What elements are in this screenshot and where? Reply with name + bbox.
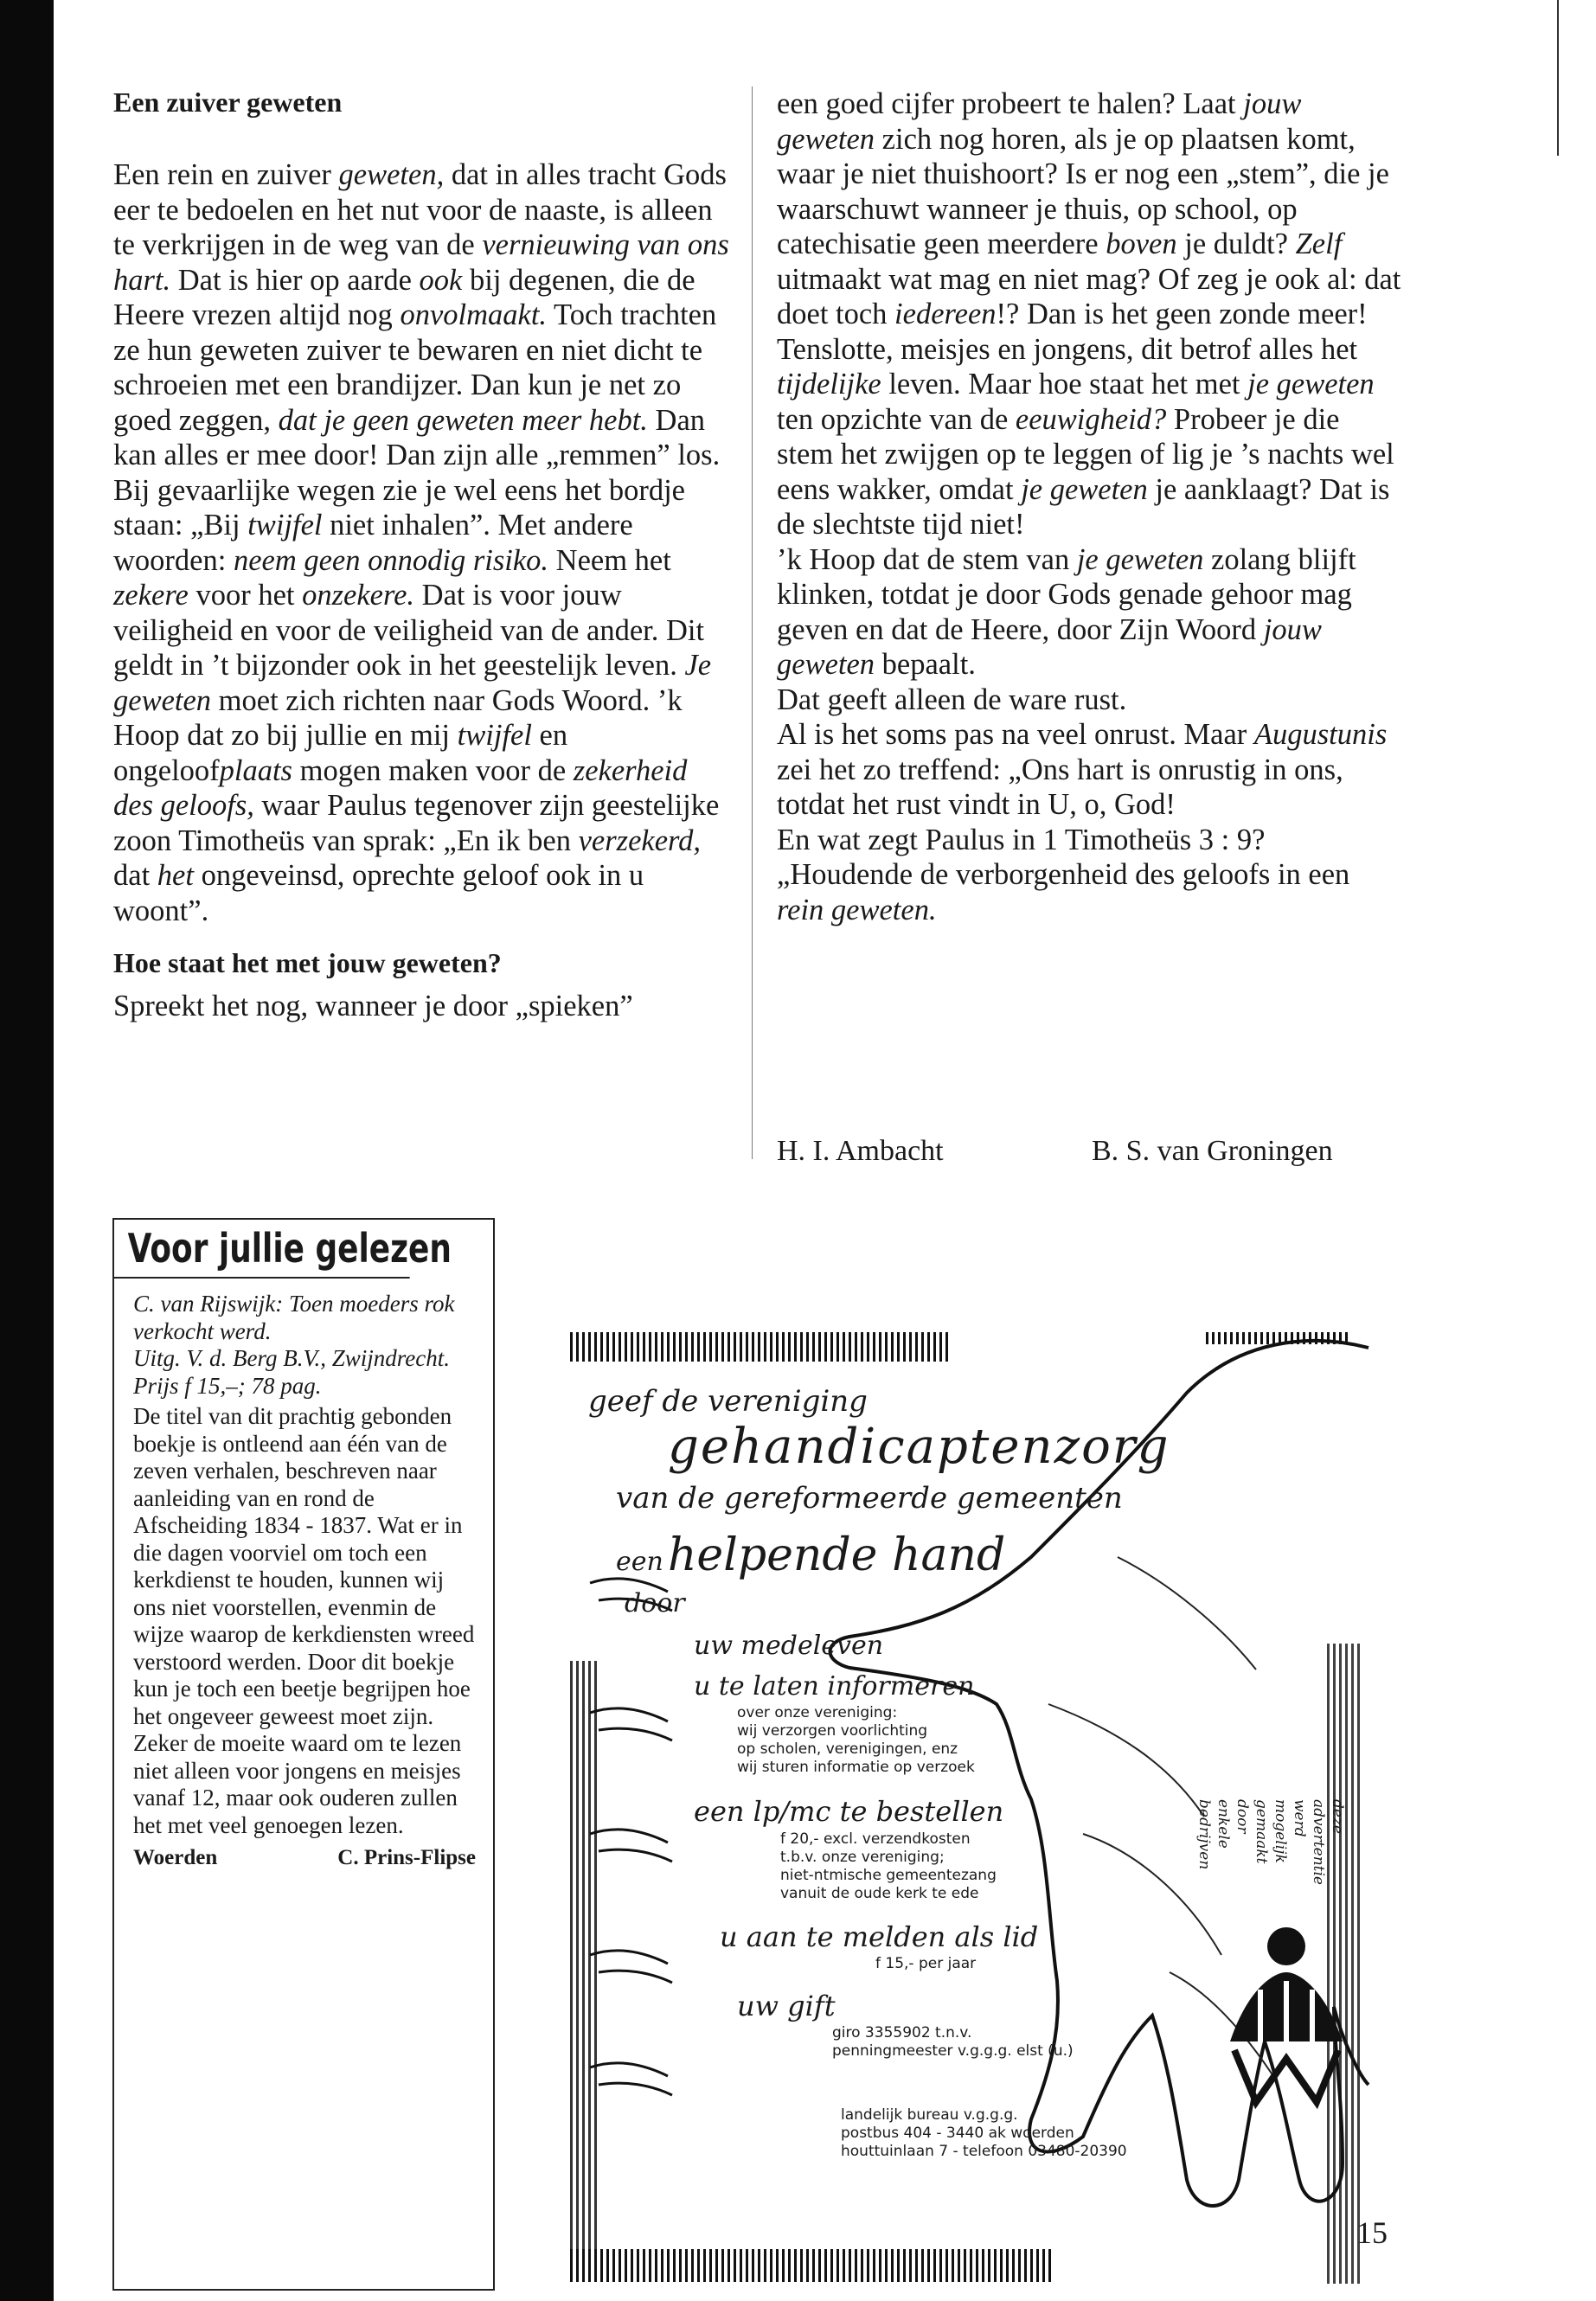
ad-item-3-sub-3: niet-ntmische gemeentezang <box>780 1867 997 1884</box>
ad-line-3: van de gereformeerde gemeenten <box>616 1481 1123 1516</box>
signature-place: H. I. Ambacht <box>777 1135 944 1167</box>
ad-office-2: postbus 404 - 3440 ak woerden <box>841 2125 1074 2142</box>
ad-item-2-sub-1: over onze vereniging: <box>737 1704 898 1721</box>
italic-text: vernieuwing van ons hart. <box>113 228 729 297</box>
italic-text: iedereen <box>894 298 997 330</box>
ad-line-5: door <box>625 1588 685 1618</box>
italic-text: tijdelijke <box>777 368 881 401</box>
article-title: Een zuiver geweten <box>113 87 343 118</box>
italic-text: onzekere. <box>302 579 415 612</box>
italic-text: twijfel <box>457 719 532 752</box>
italic-text: verzekerd, <box>578 824 702 857</box>
article-paragraph: Een rein en zuiver geweten, dat in alles tracht Gods eer te bedoelen en het nut voor de naaste, is alleen te verkrijgen in de weg van de vernieuwing van ons hart. Dat is hier op aarde ook bij degenen, die de Heere vrezen altijd nog onvolmaakt. Toch trachten ze hun geweten zuiver te bewaren en niet dicht te schroeien met een brandijzer. Dan kun je net zo goed zeggen, dat je geen geweten meer hebt. Dan kan alles er mee door! Dan zijn alle „remmen” los. Bij gevaarlijke wegen zie je wel eens het bordje staan: „Bij twijfel niet inhalen”. Met andere woorden: neem geen onnodig risiko. Neem het zekere voor het onzekere. Dat is voor jouw veiligheid en voor de veiligheid van de ander. Dit geldt in ’t bijzonder ook in het geestelijk leven. Je geweten moet zich richten naar Gods Woord. ’k Hoop dat zo bij jullie en mij twijfel en ongeloofplaats mogen maken voor de zekerheid des geloofs, waar Paulus tegenover zijn geestelijke zoon Timotheüs van sprak: „En ik ben verzekerd, dat het ongeveinsd, oprechte geloof ook in u woont”. <box>113 158 729 927</box>
ad-item-3: een lp/mc te bestellen <box>694 1795 1004 1828</box>
italic-text: neem geen onnodig risiko. <box>233 543 549 577</box>
review-signature <box>133 1844 476 1872</box>
italic-text: rein geweten. <box>777 893 937 926</box>
review-bib-price: Prijs f 15,–; 78 pag. <box>133 1372 322 1399</box>
ad-item-3-sub-4: vanuit de oude kerk te ede <box>780 1885 979 1902</box>
book-review-box <box>112 1218 495 2291</box>
article-paragraph: een goed cijfer probeert te halen? Laat jouw geweten zich nog horen, als je op plaatsen komt, waar je niet thuishoort? Is er nog een „stem”, die je waarschuwt wanneer je thuis, op school, op catechisatie geen meerdere boven je duldt? Zelf uitmaakt wat mag en niet mag? Of zeg je ook al: dat doet toch iedereen!? Dan is het geen zonde meer! <box>777 87 1401 330</box>
review-body <box>114 1279 493 1872</box>
italic-text: onvolmaakt. <box>400 298 548 331</box>
ad-item-2: u te laten informeren <box>694 1671 975 1702</box>
page-number: 15 <box>1356 2215 1388 2250</box>
ad-item-5-sub-1: giro 3355902 t.n.v. <box>832 2024 972 2041</box>
italic-text: dat je geen geweten meer hebt. <box>278 403 648 437</box>
ad-item-4: u aan te melden als lid <box>720 1920 1039 1953</box>
italic-text: jouw geweten <box>777 87 1302 156</box>
ad-item-5: uw gift <box>737 1990 836 2022</box>
article-paragraph: Al is het soms pas na veel onrust. Maar Augustunis zei het zo treffend: „Ons hart is onrustig in ons, totdat het rust vindt in U, o, God! <box>777 718 1388 821</box>
italic-text: twijfel <box>247 509 323 542</box>
ad-item-4-sub: f 15,- per jaar <box>875 1955 977 1972</box>
italic-text: boven <box>1106 228 1177 260</box>
italic-text: eeuwigheid? <box>1015 402 1167 436</box>
ad-item-3-sub-1: f 20,- excl. verzendkosten <box>780 1830 971 1848</box>
ad-line-4b: helpende hand <box>667 1529 1006 1581</box>
ad-item-2-sub-2: wij verzorgen voorlichting <box>737 1722 928 1740</box>
ad-office-1: landelijk bureau v.g.g.g. <box>841 2106 1018 2124</box>
italic-text: het <box>157 859 194 892</box>
ad-office-3: houttuinlaan 7 - telefoon 03480-20390 <box>841 2143 1127 2160</box>
ad-line-1: geef de vereniging <box>588 1384 868 1419</box>
ad-item-1: uw medeleven <box>694 1631 884 1661</box>
small-hands <box>590 1579 672 2095</box>
article-paragraph: „Houdende de verborgenheid des geloofs in een rein geweten. <box>777 858 1350 926</box>
page-edge-line <box>1557 0 1559 156</box>
article-paragraph: Tenslotte, meisjes en jongens, dit betrof alles het tijdelijke leven. Maar hoe staat het met je geweten ten opzichte van de eeuwigheid? Probeer je die stem het zwijgen op te leggen of lig je ’s nachts wel eens wakker, omdat je geweten je aanklaagt? Dat is de slechtste tijd niet! <box>777 332 1394 541</box>
ad-line-4a: een <box>616 1547 663 1577</box>
advertisement <box>564 1298 1386 2284</box>
ad-vertical-note: deze advertentie werd mogelijk gemaakt door enkele bedrijven <box>1195 1799 1346 1885</box>
article-right-column <box>777 87 1401 927</box>
ad-item-5-sub-2: penningmeester v.g.g.g. elst (u.) <box>832 2042 1074 2060</box>
review-bib-author: C. van Rijswijk: Toen moeders rok verkocht werd. <box>133 1291 455 1344</box>
italic-text: Je geweten <box>113 649 712 717</box>
review-text: De titel van dit prachtig gebonden boekje is ontleend aan één van de zeven verhalen, beschreven naar aanleiding van en rond de Afscheiding 1834 - 1837. Wat er in die dagen voorviel om toch een kerkdienst te houden, kunnen wij ons niet voorstellen, evenmin de wijze waarop de kerkdiensten wreed verstoord werden. Door dit boekje kun je toch een beetje begrijpen hoe het ongeveer geweest moet zijn. Zeker de moeite waard om te lezen niet alleen voor jongens en meisjes vanaf 12, maar ook ouderen zullen het met veel genoegen lezen. <box>133 1403 475 1838</box>
hatch-bottom <box>567 2249 1052 2282</box>
italic-text: zekerheid des geloofs, <box>113 753 688 822</box>
hatch-top-left <box>567 1332 948 1362</box>
italic-text: zekere <box>113 579 189 612</box>
article-paragraph: Dat geeft alleen de ware rust. <box>777 683 1127 716</box>
italic-text: ook <box>419 263 463 297</box>
italic-text: Zelf <box>1295 228 1343 260</box>
italic-text: geweten, <box>338 158 445 191</box>
hatch-right <box>1325 1644 1360 2284</box>
article-paragraph: ’k Hoop dat de stem van je geweten zolang blijft klinken, totdat je door Gods genade gehoor mag geven en dat de Heere, door Zijn Woord jouw geweten bepaalt. <box>777 542 1356 681</box>
article-subheading: Hoe staat het met jouw geweten? <box>113 947 502 978</box>
ad-item-2-sub-4: wij sturen informatie op verzoek <box>737 1759 975 1776</box>
column-divider <box>752 87 753 1159</box>
ad-item-2-sub-3: op scholen, verenigingen, enz <box>737 1740 958 1758</box>
italic-text: je geweten <box>1021 472 1148 506</box>
italic-text: Augustunis <box>1253 718 1388 751</box>
page-binding-edge <box>0 0 54 2301</box>
review-bib-publisher: Uitg. V. d. Berg B.V., Zwijndrecht. <box>133 1345 451 1371</box>
italic-text: plaats <box>219 753 292 787</box>
ad-item-3-sub-2: t.b.v. onze vereniging; <box>780 1849 945 1866</box>
signature-name: B. S. van Groningen <box>1092 1135 1333 1167</box>
review-place: Woerden <box>133 1846 218 1869</box>
article-paragraph-tail: Spreekt het nog, wanneer je door „spieken” <box>113 990 633 1022</box>
review-author: C. Prins-Flipse <box>337 1846 476 1869</box>
italic-text: jouw geweten <box>777 612 1322 681</box>
article-left-column <box>113 87 732 1024</box>
review-title: Voor jullie gelezen <box>114 1220 410 1279</box>
italic-text: je geweten <box>1076 542 1204 576</box>
article-paragraph: En wat zegt Paulus in 1 Timotheüs 3 : 9? <box>777 823 1266 856</box>
ad-line-2: gehandicaptenzorg <box>668 1419 1170 1475</box>
ad-line-4 <box>616 1529 1005 1581</box>
italic-text: je geweten <box>1247 368 1375 401</box>
